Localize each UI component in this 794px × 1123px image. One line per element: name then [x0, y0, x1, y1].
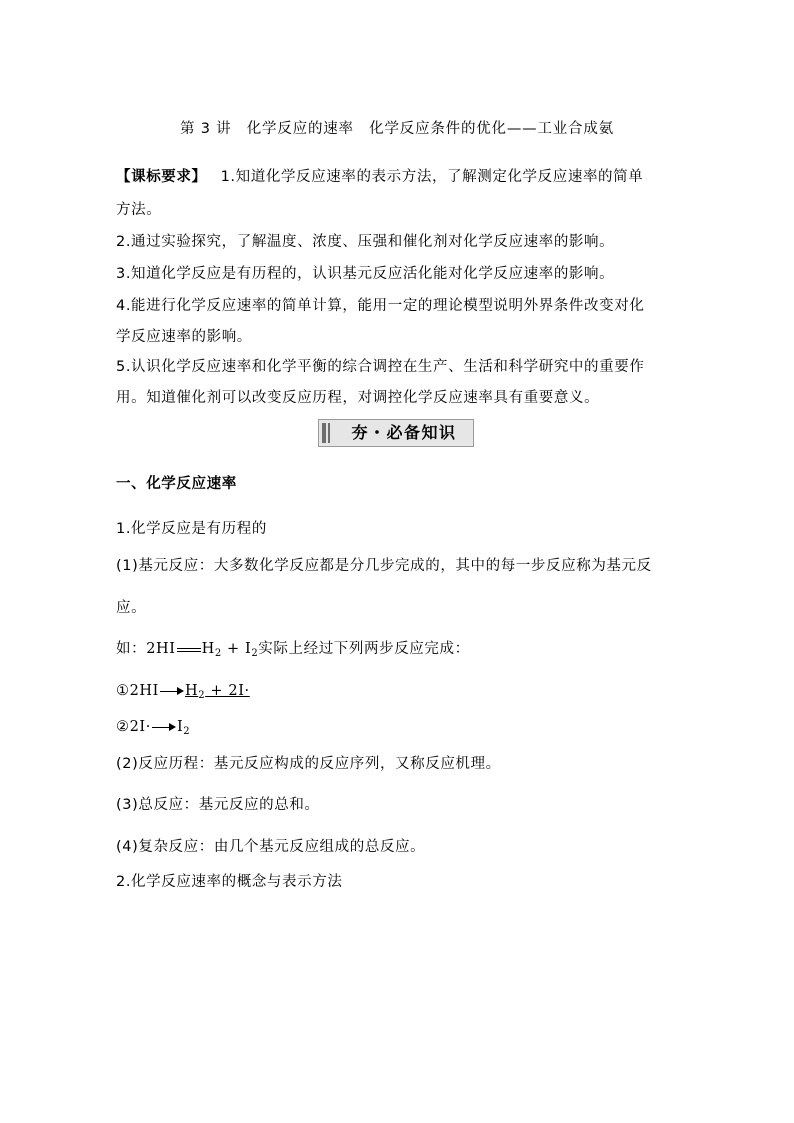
step1-product-rest: + 2I· — [205, 683, 250, 699]
requirements-line-1 — [116, 167, 696, 187]
example-product-h: H — [201, 641, 215, 657]
example-reactant: 如：2HI — [116, 641, 176, 657]
requirement-item-5: 5.认识化学反应速率和化学平衡的综合调控在生产、生活和科学研究中的重要作 — [116, 359, 645, 375]
paragraph-reaction-mechanism: (2)反应历程：基元反应构成的反应序列，又称反应机理。 — [116, 756, 501, 772]
banner-bar-decoration — [322, 423, 326, 443]
section-heading: 一、化学反应速率 — [116, 476, 237, 492]
banner-title: 夯・必备知识 — [351, 423, 457, 442]
example-product-i: + I — [221, 641, 252, 657]
reaction-arrow-icon — [151, 717, 177, 737]
example-i-subscript: 2 — [251, 648, 259, 659]
requirement-item-4-cont: 学反应速率的影响。 — [116, 329, 252, 345]
reaction-step-2 — [116, 717, 696, 737]
section-banner — [318, 419, 474, 447]
step2-i-subscript: 2 — [183, 726, 191, 737]
banner-bar-decoration-thin — [328, 423, 330, 443]
requirement-item-3: 3.知道化学反应是有历程的，认识基元反应活化能对化学反应速率的影响。 — [116, 266, 615, 282]
subsection-heading-1: 1.化学反应是有历程的 — [116, 521, 267, 537]
paragraph-elementary-reaction-cont: 应。 — [116, 600, 147, 616]
requirement-item-5-cont: 用。知道催化剂可以改变反应历程，对调控化学反应速率具有重要意义。 — [116, 390, 600, 406]
step1-reactant: ①2HI — [116, 683, 159, 699]
requirement-item-1: 1.知道化学反应速率的表示方法，了解测定化学反应速率的简单 — [220, 169, 644, 185]
step1-h-subscript: 2 — [198, 690, 206, 701]
reaction-step-1 — [116, 681, 696, 701]
page-title: 第 3 讲 化学反应的速率 化学反应条件的优化——工业合成氨 — [180, 121, 614, 137]
example-equation — [116, 639, 696, 659]
requirement-item-1-cont: 方法。 — [116, 202, 162, 218]
step1-product-blank — [185, 683, 250, 699]
paragraph-complex-reaction: (4)复杂反应：由几个基元反应组成的总反应。 — [116, 839, 426, 855]
requirement-item-2: 2.通过实验探究，了解温度、浓度、压强和催化剂对化学反应速率的影响。 — [116, 234, 615, 250]
step2-reactant: ②2I· — [116, 719, 151, 735]
subsection-heading-2: 2.化学反应速率的概念与表示方法 — [116, 874, 343, 890]
step1-product-h: H — [185, 683, 199, 699]
equals-sign-icon — [176, 639, 202, 659]
paragraph-elementary-reaction: (1)基元反应：大多数化学反应都是分几步完成的，其中的每一步反应称为基元反 — [116, 558, 652, 574]
reaction-arrow-icon — [159, 681, 185, 701]
requirements-label: 【课标要求】 — [116, 169, 207, 185]
paragraph-overall-reaction: (3)总反应：基元反应的总和。 — [116, 797, 320, 813]
requirement-item-4: 4.能进行化学反应速率的简单计算，能用一定的理论模型说明外界条件改变对化 — [116, 298, 645, 314]
step2-product-i: I — [176, 719, 184, 735]
example-h-subscript: 2 — [214, 648, 222, 659]
example-suffix: 实际上经过下列两步反应完成： — [258, 641, 470, 657]
